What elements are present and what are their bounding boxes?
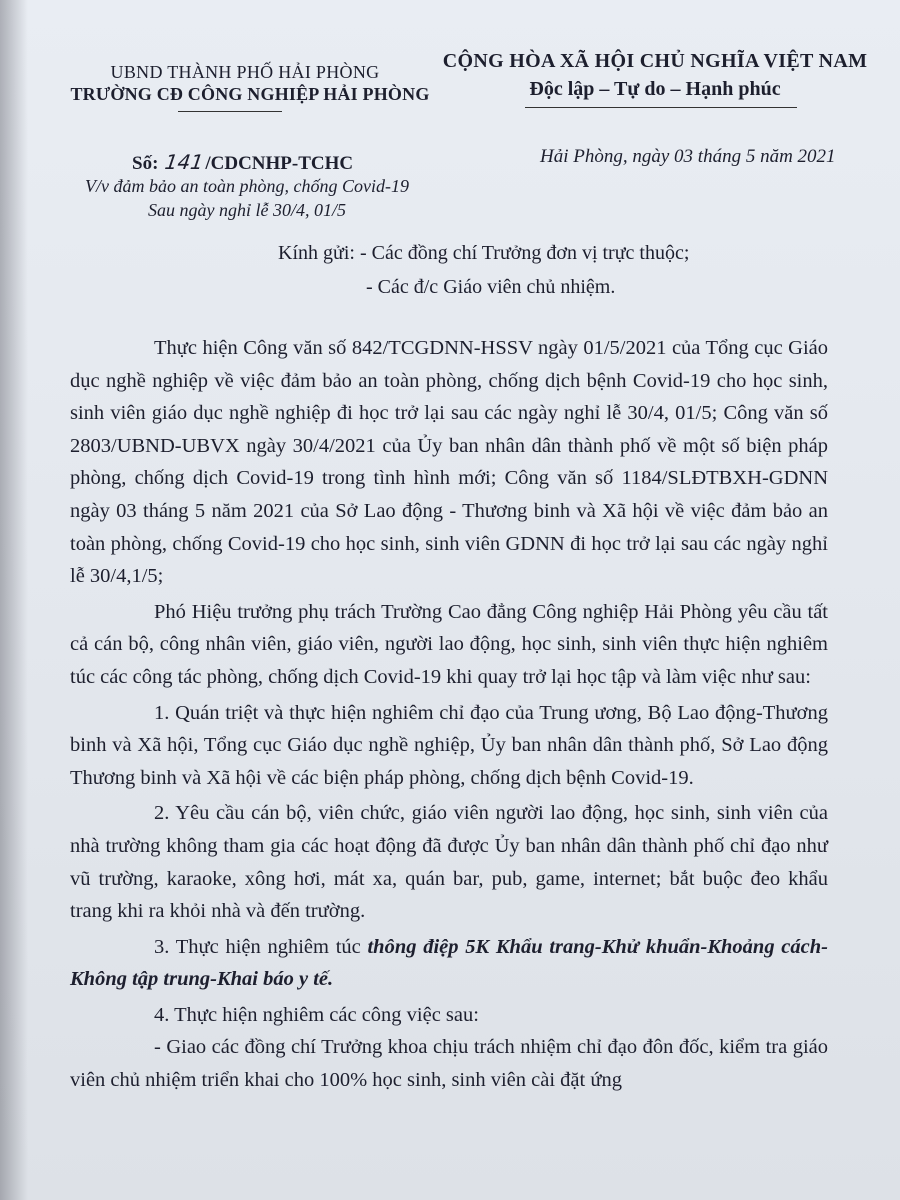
handwritten-number: 141: [163, 150, 206, 174]
paragraph-preamble: Thực hiện Công văn số 842/TCGDNN-HSSV ngày 01/5/2021 của Tổng cục Giáo dục nghề nghiệp về việc đảm bảo an toàn phòng, chống dịch bệnh Covid-19 cho học sinh, sinh viên giáo dục nghề nghiệp đi học trở lại sau các ngày nghỉ lễ 30/4, 01/5; Công văn số 2803/UBND-UBVX ngày 30/4/2021 của Ủy ban nhân dân thành phố về một số biện pháp phòng, chống dịch Covid-19 trong tình hình mới; Công văn số 1184/SLĐTBXH-GDNN ngày 03 tháng 5 năm 2021 của Sở Lao động - Thương binh và Xã hội về việc đảm bảo an toàn phòng, chống Covid-19 cho học sinh, sinh viên GDNN đi học trở lại sau các ngày nghỉ lễ 30/4,1/5;: [70, 337, 828, 588]
document-number: [132, 150, 353, 175]
paragraph-item-1: 1. Quán triệt và thực hiện nghiêm chỉ đạo của Trung ương, Bộ Lao động-Thương binh và Xã hội, Tổng cục Giáo dục nghề nghiệp, Ủy ban nhân dân thành phố, Sở Lao động Thương binh và Xã hội về các biện pháp phòng, chống dịch bệnh Covid-19.: [70, 701, 828, 789]
page-edge-shadow: [0, 0, 28, 1200]
subject-line-2: Sau ngày nghỉ lễ 30/4, 01/5: [148, 200, 346, 220]
right-header-underline: [525, 107, 797, 108]
paragraph-item-3: [70, 931, 828, 996]
item-3-text: 3. Thực hiện nghiêm túc: [154, 935, 368, 958]
number-code: /CDCNHP-TCHC: [205, 153, 354, 174]
subject: [62, 174, 432, 222]
paragraph-item-2: 2. Yêu cầu cán bộ, viên chức, giáo viên người lao động, học sinh, sinh viên của nhà trường không tham gia các hoạt động đã được Ủy ban nhân dân thành phố chỉ đạo như vũ trường, karaoke, xông hơi, mát xa, quán bar, pub, game, internet; bắt buộc đeo khẩu trang khi ra khỏi nhà và đến trường.: [70, 802, 828, 923]
paragraph-item-4: 4. Thực hiện nghiêm các công việc sau:: [154, 1003, 479, 1026]
subject-line-1: V/v đảm bảo an toàn phòng, chống Covid-19: [85, 176, 409, 196]
national-title: CỘNG HÒA XÃ HỘI CHỦ NGHĨA VIỆT NAM: [442, 50, 868, 72]
paragraph-item-4-task: - Giao các đồng chí Trưởng khoa chịu trách nhiệm chỉ đạo đôn đốc, kiểm tra giáo viên chủ nhiệm triển khai cho 100% học sinh, sinh viên cài đặt ứng: [70, 1036, 828, 1092]
issuing-organization: TRƯỜNG CĐ CÔNG NGHIỆP HẢI PHÒNG: [70, 84, 430, 104]
recipient-line-2: - Các đ/c Giáo viên chủ nhiệm.: [366, 276, 616, 298]
document-body: [70, 332, 828, 1097]
date-line: Hải Phòng, ngày 03 tháng 5 năm 2021: [540, 146, 836, 167]
issuing-authority: UBND THÀNH PHỐ HẢI PHÒNG: [110, 62, 380, 82]
national-motto: Độc lập – Tự do – Hạnh phúc: [529, 78, 781, 100]
paragraph-request: Phó Hiệu trưởng phụ trách Trường Cao đẳng Công nghiệp Hải Phòng yêu cầu tất cả cán bộ, công nhân viên, giáo viên, người lao động, học sinh, sinh viên thực hiện nghiêm túc các công tác phòng, chống dịch Covid-19 khi quay trở lại học tập và làm việc như sau:: [70, 600, 828, 688]
number-label: Số:: [132, 153, 159, 174]
item-3-emphasis: thông điệp 5K Khẩu trang-Khử khuẩn-Khoảng cách-Không tập trung-Khai báo y tế.: [70, 935, 828, 991]
left-header-underline: [178, 111, 282, 112]
recipient-line-1: Kính gửi: - Các đồng chí Trưởng đơn vị trực thuộc;: [278, 242, 690, 264]
